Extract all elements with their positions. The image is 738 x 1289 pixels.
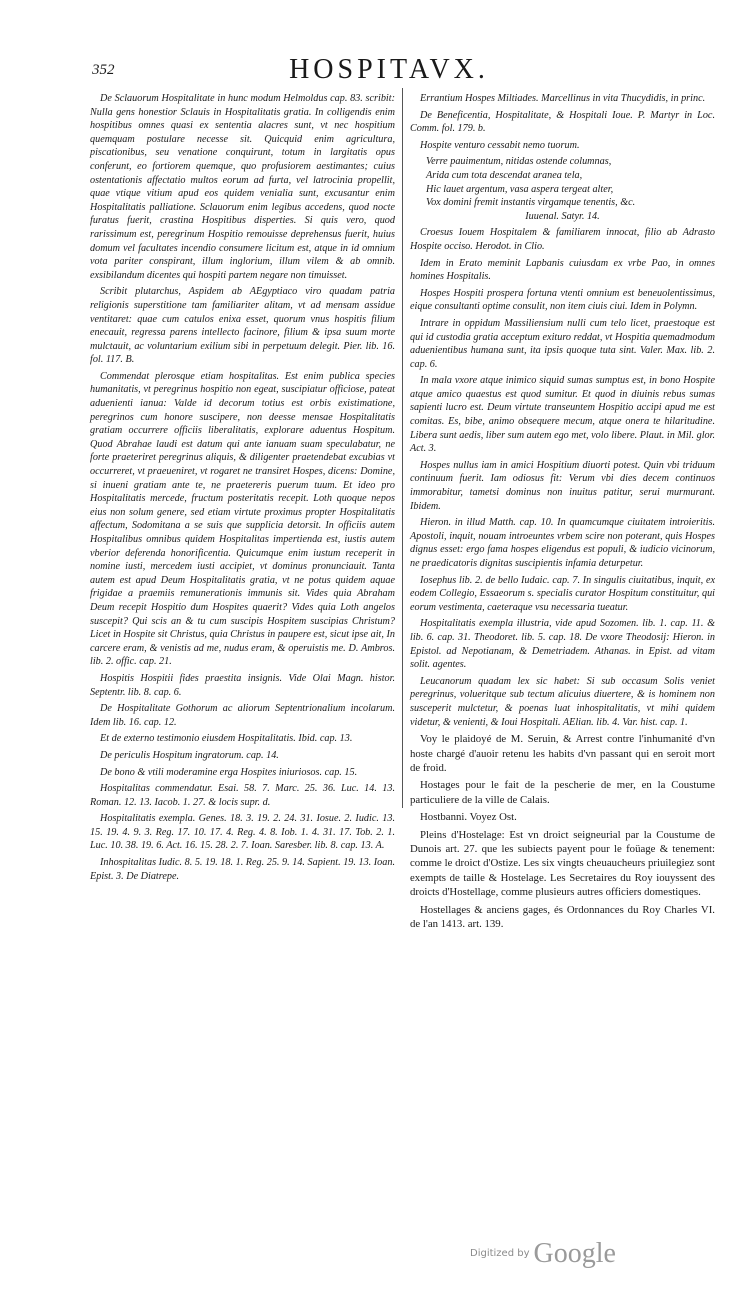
paragraph: Croesus Iouem Hospitalem & familiarem innocat, filio ab Adrasto Hospite occiso. Herodot. in Clio. [410, 227, 715, 252]
paragraph: De periculis Hospitum ingratorum. cap. 14. [100, 749, 279, 761]
paragraph: De Hospitalitate Gothorum ac aliorum Septentrionalium incolarum. Idem lib. 16. cap. 12. [90, 703, 395, 728]
paragraph: Hostellages & anciens gages, és Ordonnances du Roy Charles VI. de l'an 1413. art. 139. [410, 903, 715, 930]
verse-line: Arida cum tota descendat aranea tela, [426, 169, 583, 181]
page-number: 352 [92, 62, 115, 78]
paragraph: Iuuenal. Satyr. 14. [525, 210, 600, 222]
paragraph: In mala vxore atque inimico siquid sumas sumptus est, in bono Hospite atque amico quaestus est quod sumitur. Et quod in diuinis rebus sumas sapienti lucro est. Deum virtute transeuntem Hospitio accipi apud me est comitas. Es, bibe, animo obsequere mecum, atque onera te hilaritudine. Libera sunt aedis, liber sum autem ego met, volo libere. Plaut. in Mil. glor. Act. 3. [410, 375, 715, 455]
paragraph: Pleins d'Hostelage: Est vn droict seigneurial par la Coustume de Dunois art. 27. que les subiects payent pour le foüage & tenement: comme le droict d'Ostize. Les six vingts cheuaucheurs priuilegiez sont exempts de taille & Hostelage. Les Secretaires du Roy iouyssent des droicts d'Hostellage, comme plusieurs autres officiers domestiques. [410, 828, 715, 899]
paragraph: Hospitalitatis exempla illustria, vide apud Sozomen. lib. 1. cap. 11. & lib. 6. cap. 31. Theodoret. lib. 5. cap. 18. De vxore Theodosij: Hieron. in Epistol. ad Nepotianam, & Demetriadem. Athanas. in Epist. ad vitam solit. agentes. [410, 618, 715, 671]
left-column [90, 92, 395, 886]
paragraph: De Beneficentia, Hospitalitate, & Hospitali Ioue. P. Martyr in Loc. Comm. fol. 179. b. [410, 109, 715, 135]
paragraph: De bono & vtili moderamine erga Hospites iniuriosos. cap. 15. [100, 766, 358, 778]
paragraph: Hostbanni. Voyez Ost. [420, 811, 517, 824]
verse-line: Verre pauimentum, nitidas ostende columnas, [426, 156, 612, 168]
digitized-by-label: Digitized by [470, 1248, 530, 1259]
paragraph: Idem in Erato meminit Lapbanis cuiusdam ex vrbe Pao, in omnes homines Hospitalis. [410, 257, 715, 283]
paragraph: Hospite venturo cessabit nemo tuorum. [420, 139, 580, 151]
digitized-watermark [470, 1238, 616, 1270]
verse-line: Vox domini fremit instantis virgamque tenentis, &c. [426, 197, 636, 209]
column-divider [402, 88, 403, 808]
paragraph: Hieron. in illud Matth. cap. 10. In quamcumque ciuitatem introieritis. Apostoli, inquit, nouam introeuntes vrbem scire non poterant, quis Hospes dignus esset: ergo fama hospes eligendus est populi, & iudicio vicinorum, ne praedicatoris dignitas suscipientis infamia deturpetur. [410, 517, 715, 569]
paragraph: Et de externo testimonio eiusdem Hospitalitatis. Ibid. cap. 13. [100, 733, 353, 745]
paragraph: Hospitis Hospitii fides praestita insignis. Vide Olai Magn. histor. Septentr. lib. 8. cap. 6. [90, 672, 395, 698]
paragraph: Intrare in oppidum Massiliensium nulli cum telo licet, praestoque est qui id custodia gratia acceptum exituro reddat, vt Hospitia quemadmodum aduenientibus humana sunt, ita ipsis quoque tuta sint. Valer. Max. lib. 2. cap. 6. [410, 317, 715, 370]
paragraph: Voy le plaidoyé de M. Seruin, & Arrest contre l'inhumanité d'vn hoste chargé d'auoir retenu les habits d'vn passant qui en seroit mort de froid. [410, 733, 715, 774]
paragraph: Leucanorum quadam lex sic habet: Si sub occasum Solis veniet peregrinus, volueritque sub tectum alicuius diuertere, & is hominem non susceperit mulctetur, & poenas luat inhospitalitatis, vt mihi quidem videtur, & venienti, & Ioui Hospitali. AElian. lib. 4. Var. hist. cap. 1. [410, 675, 715, 728]
paragraph: Iosephus lib. 2. de bello Iudaic. cap. 7. In singulis ciuitatibus, inquit, ex eodem Collegio, Essaeorum s. specialis curator Hospitum constituitur, qui eorum vestimenta, caeteraque vsu necessaria tueatur. [410, 574, 715, 613]
paragraph: Hostages pour le fait de la pescherie de mer, en la Coustume particuliere de la ville de Calais. [410, 779, 715, 806]
paragraph: Scribit plutarchus, Aspidem ab AEgyptiaco viro quadam patria religionis superstitione tam familiariter alitam, vt ad mensam assidue ventitaret: quae cum catulos enixa esset, quorum vnus hospitis filium enecauit, regressa parens intellecto facinore, filium & ipsa suum morte mulctauit, ac voluntarium exilium sibi in perpetuum delegit. Pier. lib. 16. fol. 117. B. [90, 286, 395, 366]
paragraph: Inhospitalitas Iudic. 8. 5. 19. 18. 1. Reg. 25. 9. 14. Sapient. 19. 13. Ioan. Epist. 3. De Diatrepe. [90, 857, 395, 882]
paragraph: Hospitalitatis exempla. Genes. 18. 3. 19. 2. 24. 31. Iosue. 2. Iudic. 13. 15. 19. 4. 9. 3. Reg. 17. 10. 17. 4. Reg. 4. 8. Iob. 1. 4. 31. 17. Tob. 2. 1. Luc. 10. 38. 19. 6. Act. 16. 15. 28. 2. 7. Ioan. Saresber. lib. 8. cap. 13. A. [90, 813, 395, 852]
right-column [410, 92, 715, 934]
paragraph: Hospes Hospiti prospera fortuna vtenti omnium est beneuolentissimus, eique consultanti optime consulit, non item ciuis ciui. Idem in Polymn. [410, 287, 715, 313]
google-logo: Google [533, 1238, 616, 1269]
paragraph: Hospes nullus iam in amici Hospitium diuorti potest. Quin vbi triduum continuum fuerit. Iam odiosus fit: Verum vbi dies decem continuos immorabitur, tametsi dominus non inuitus patitur, serui murmurant. Ibidem. [410, 459, 715, 512]
paragraph: Hospitalitas commendatur. Esai. 58. 7. Marc. 25. 36. Luc. 14. 13. Roman. 12. 13. Iacob. 1. 27. & locis supr. d. [90, 783, 395, 808]
verse-line: Hic lauet argentum, vasa aspera tergeat alter, [426, 183, 614, 195]
running-title: HOSPITAVX. [289, 54, 489, 85]
paragraph: Errantium Hospes Miltiades. Marcellinus in vita Thucydidis, in princ. [420, 93, 706, 104]
paragraph: Commendat plerosque etiam hospitalitas. Est enim publica species humanitatis, vt peregrinus hospitio non egeat, suscipiatur officiose, pateat aduenienti ianua: Valde id decorum totius est orbis existimatione, peregrinos cum honore suscipere, non deesse mensae Hospitalitatis gratiam occurrere officiis liberalitatis, explorare aduentus Hospitum. Quod Abrahae laudi est datum qui ante ianuam suam speculabatur, ne forte praeteriret peregrinus aliquis, & diligenter praetendebat excubias vt occurreret, vt praeueniret, vt rogaret ne transiret Hospes, dicens: Domine, si inueni gratiam ante te, ne praetereris puerum tuum. Et ideo pro Hospitalitatis mercede, fructum posteritatis recepit. Loth quoque nepos eius non solum genere, sed etiam virtute proximus propter Hospitalitatis affectum, Sodomitana a se suis que supplicia detorsit. In officiis autem Hospitalibus omnibus quidem Hospitalitas impertienda est, iustis autem vberior deferenda honorificentia. Quicumque enim iustum receperit in nomine iusti, mercedem iusti accipiet, vt dominus pronunciauit. Tanta autem est apud Deum Hospitalitatis gratia, vt ne potus quidem aquae frigidae a praemiis remunerationis immunis sit. Vides quia Abraham Deum recepit Hospitio dum Hospites quaerit? Vides quia Loth angelos suscepit? Qui scis an & tu cum suscipis Hospitem suscipias Christum? Licet in Hospite sit Christus, quia Christus in paupere est, sicut ipse ait, In carcere eram, & venistis ad me, nudus eram, & operuistis me. D. Ambros. lib. 2. offic. cap. 21. [90, 370, 395, 668]
paragraph: De Sclauorum Hospitalitate in hunc modum Helmoldus cap. 83. scribit: Nulla gens honestior Sclauis in Hospitalitatis gratia. In colligendis enim hospitibus omnes quasi ex sententia alacres sunt, vt nec hospitium quemquam postulare necesse sit. Quicquid enim agricultura, piscationibus, seu venatione conquirunt, totum in largitatis opus conferunt, eo fortiorem quemque, quo profusiorem aestimantes; cuius ostentationis affectatio multos eorum ad furta, vel latrocinia propellit, quae vtique vitium apud eos quidem venialia sunt, excusantur enim Hospitalitatis palliatione. Sclauorum enim legibus accedens, quod nocte furatus fuerit, crastina Hospitibus disperties. Si quis vero, quod rarissimum est, peregrinum Hospitio remouisse deprehensus fuerit, huius domum vel facultates incendio consumere licitum est, atque in id omnium vota pariter conspirant, illum inglorium, illum vilem & ab omnib. exsibilandum dicentes qui hospiti partem negare non timuisset. [90, 93, 395, 281]
